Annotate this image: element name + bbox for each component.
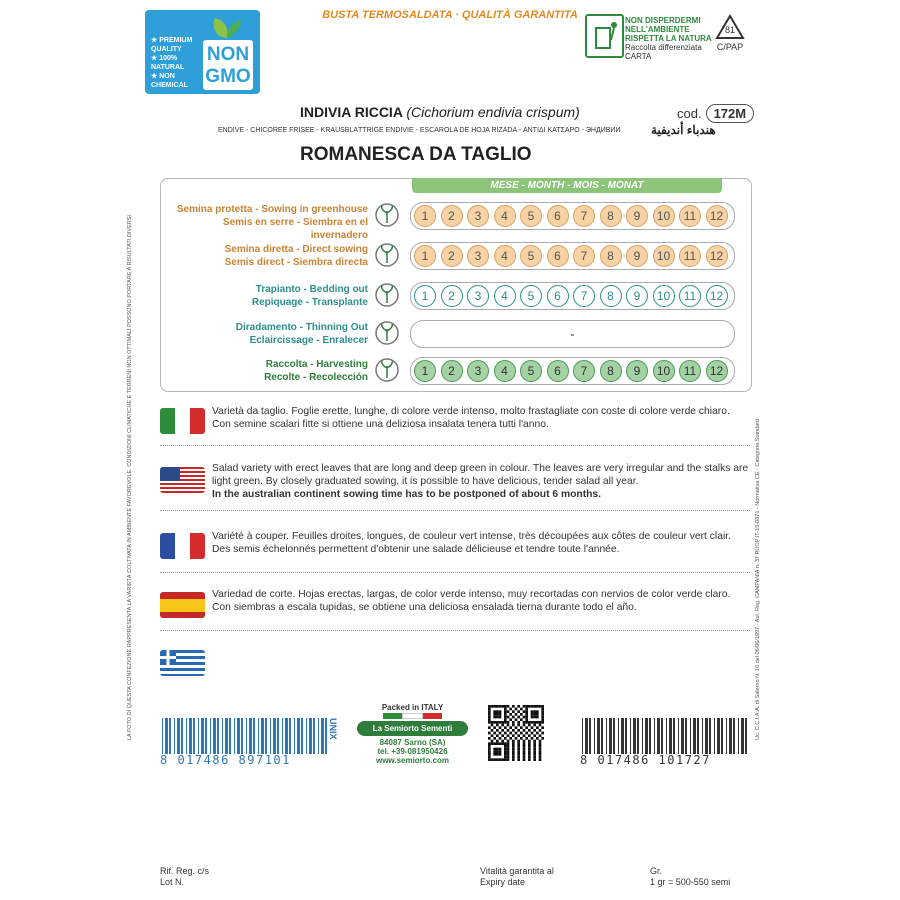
row-label: Trapianto - Bedding out Repiquage - Transplante	[251, 284, 368, 308]
month-dot: 10	[653, 285, 675, 307]
barcode-left: 8 017486 897101	[160, 717, 330, 765]
month-dot: 5	[520, 205, 542, 227]
month-dot: 8	[600, 285, 622, 307]
month-dot: 3	[467, 245, 489, 267]
month-dot: 5	[520, 360, 542, 382]
side-registration: Uc. C.C.I.A.A. di Salerno N. 10 del 06/06/1997 - Aut. Reg. CAMPANIA n. 37 RUOP IT-15-0871 - Normativa CE - Categoria Standard	[755, 418, 761, 740]
month-dot: 7	[573, 245, 595, 267]
month-dot: 11	[679, 245, 701, 267]
month-dot: 9	[626, 205, 648, 227]
month-track	[410, 242, 735, 270]
recycle-line: NON DISPERDERMI	[625, 16, 701, 25]
month-dot: 1	[414, 245, 436, 267]
month-dot: 4	[494, 360, 516, 382]
calendar-row	[160, 350, 750, 390]
month-dot: 2	[441, 285, 463, 307]
month-dot: 4	[494, 285, 516, 307]
variety-name: ROMANESCA DA TAGLIO	[300, 144, 532, 165]
month-dot: 9	[626, 285, 648, 307]
side-disclaimer: LA FOTO DI QUESTA CONFEZIONE RAPPRESENTA LA VARIETÀ COLTIVATA IN AMBIENTE FAVOREVOLE. CONDIZIONI CLIMATICHE E TERRENI NON OTTIMALI POSSONO PORTARE A RISULTATI DIVERSI.	[127, 213, 133, 740]
month-dot: 7	[573, 360, 595, 382]
month-dot: 2	[441, 205, 463, 227]
month-dot: 1	[414, 360, 436, 382]
calendar-row	[160, 195, 750, 241]
month-dot: 7	[573, 205, 595, 227]
badge-quality-lines: ★ PREMIUM QUALITY ★ 100% NATURAL ★ NON CHEMICAL	[151, 37, 193, 89]
month-dot: 6	[547, 285, 569, 307]
italian-flag-icon	[160, 408, 205, 434]
month-dot: 2	[441, 245, 463, 267]
description-italian: Varietà da taglio. Foglie erette, lunghe, di colore verde intenso, molto frastagliate con coste di colore verde chiaro. Con semine scalari fitte si ottiene una deliziosa insalata tenera tutti l'anno.	[212, 406, 730, 430]
month-dot: 1	[414, 205, 436, 227]
month-dot: 8	[600, 245, 622, 267]
month-dot: 4	[494, 245, 516, 267]
us-flag-icon	[160, 467, 205, 493]
french-flag-icon	[160, 533, 205, 559]
month-track	[410, 282, 735, 310]
month-dot: 12	[706, 360, 728, 382]
calendar-row	[160, 275, 750, 315]
month-dot: 5	[520, 285, 542, 307]
barcode-right: 8 017486 101727	[580, 717, 750, 765]
month-dot: 2	[441, 360, 463, 382]
month-dot: 9	[626, 360, 648, 382]
footer-ref: Rif. Reg. c/s Lot N.	[160, 866, 210, 887]
month-dot: 9	[626, 245, 648, 267]
divider	[160, 445, 750, 446]
company-info: Packed in ITALY La Semiorto Sementi 84087 Sarno (SA) tel. +39-081950426 www.semiorto.com	[355, 703, 470, 783]
month-dot: 12	[706, 245, 728, 267]
month-dot: 3	[467, 360, 489, 382]
month-track	[410, 357, 735, 385]
month-dot: 12	[706, 205, 728, 227]
month-dot: 10	[653, 205, 675, 227]
species-name: INDIVIA RICCIA (Cichorium endivia crispum)	[300, 104, 580, 120]
month-dot: 6	[547, 205, 569, 227]
month-dot: 11	[679, 205, 701, 227]
footer-weight: Gr. 1 gr = 500-550 semi	[650, 866, 731, 887]
month-dot: 11	[679, 285, 701, 307]
non-gmo-badge	[145, 10, 260, 94]
month-dot: 7	[573, 285, 595, 307]
leaf-icon	[207, 16, 247, 40]
qr-code[interactable]	[488, 705, 544, 761]
product-code: cod. 172M	[677, 104, 754, 123]
row-label: Diradamento - Thinning Out Eclaircissage - Enralecer	[235, 322, 368, 346]
no-period-dash: -	[570, 327, 575, 341]
packet-top-title: BUSTA TERMOSALDATA · QUALITÀ GARANTITA	[322, 9, 578, 21]
calendar-row	[160, 313, 750, 353]
harvest-icon	[373, 356, 401, 384]
month-dot: 4	[494, 205, 516, 227]
recycle-triangle-icon: 81 C/PAP	[715, 14, 745, 54]
month-dot: 10	[653, 245, 675, 267]
divider	[160, 510, 750, 511]
month-dot: 10	[653, 360, 675, 382]
non-gmo-label: NON GMO	[203, 40, 253, 90]
italy-stripe-icon	[383, 713, 443, 719]
month-track	[410, 320, 735, 348]
row-label: Semina diretta - Direct sowing Semis direct - Siembra directa	[224, 244, 368, 268]
month-dot: 8	[600, 360, 622, 382]
recycle-line: NELL'AMBIENTE	[625, 25, 690, 34]
description-spanish: Variedad de corte. Hojas erectas, largas, de color verde intenso, muy recortadas con nervios de color verde claro. Con siembras a escala tupidas, se obtiene una deliciosa ensalada tierna durante todo el año.	[212, 589, 731, 613]
row-label: Semina protetta - Sowing in greenhouse Semis en serre - Siembra en el invernadero	[176, 204, 368, 241]
description-french: Variété à couper. Feuilles droites, longues, de couleur vert intense, très découpées aux côtes de couleur vert clair. Des semis échelonnés permettent d'obtenir une salade délicieuse et tendre toute l'année.	[212, 531, 731, 555]
month-header: MESE - MONTH - MOIS - MONAT	[412, 178, 722, 193]
greek-flag-icon	[160, 650, 205, 676]
thinning-icon	[373, 319, 401, 347]
divider	[160, 572, 750, 573]
row-label: Raccolta - Harvesting Recolte - Recolección	[264, 359, 368, 383]
footer-vitality: Vitalità garantita al Expiry date	[480, 866, 554, 887]
species-translations: ENDIVE - CHICORÉE FRISÉE - KRAUSBLÄTTRIGE ENDIVIE - ESCAROLA DE HOJA RIZADA - ΑΝΤΙΔΙ ΚΑΤΣΑΡΟ - ЭНДИВИЙ	[218, 127, 621, 134]
description-english: Salad variety with erect leaves that are long and deep green in colour. The leaves are very irregular and the stalks are light green. By closely graduated sowing, it is possible to have delicious, tender salad all year. In the australian continent sowing time has to be postponed of about 6 months.	[212, 463, 749, 500]
recycle-info	[585, 14, 750, 72]
seedling-icon	[373, 281, 401, 309]
month-dot: 1	[414, 285, 436, 307]
month-track	[410, 202, 735, 230]
month-dot: 6	[547, 360, 569, 382]
seeds-icon	[373, 241, 401, 269]
divider	[160, 630, 750, 631]
spanish-flag-icon	[160, 592, 205, 618]
recycle-line: RISPETTA LA NATURA	[625, 34, 712, 43]
calendar-row	[160, 235, 750, 275]
recycle-sub: Raccolta differenziata CARTA	[625, 43, 702, 61]
month-dot: 3	[467, 285, 489, 307]
month-dot: 5	[520, 245, 542, 267]
month-dot: 12	[706, 285, 728, 307]
month-dot: 11	[679, 360, 701, 382]
month-dot: 6	[547, 245, 569, 267]
greenhouse-icon	[373, 201, 401, 229]
species-arabic: هندباء أنديفية	[651, 123, 716, 137]
bin-icon	[585, 14, 624, 58]
month-dot: 8	[600, 205, 622, 227]
month-dot: 3	[467, 205, 489, 227]
unix-label: UNIX	[328, 718, 338, 740]
